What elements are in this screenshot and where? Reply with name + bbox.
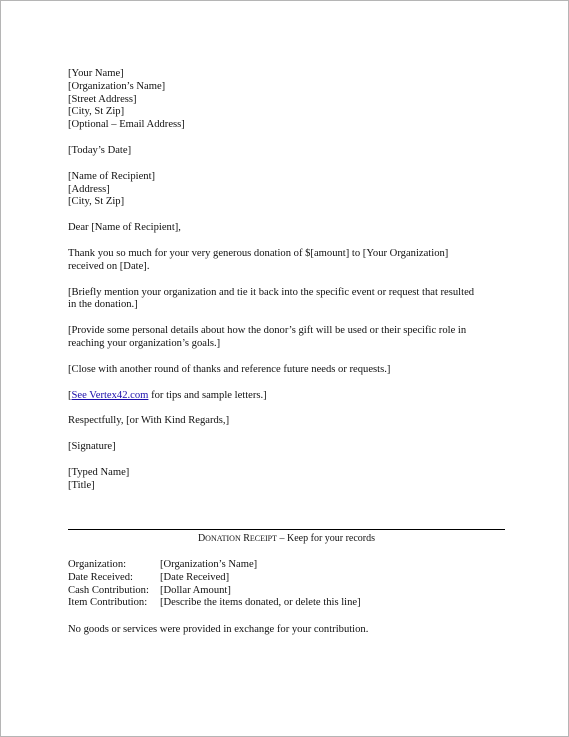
receipt-row: [68, 585, 361, 598]
typed-title: [Title]: [68, 479, 95, 491]
closing: Respectfully, [or With Kind Regards,]: [68, 415, 230, 427]
receipt-value: [Date Received]: [160, 571, 230, 583]
receipt-row: [68, 572, 361, 585]
tips-open-bracket: [: [68, 389, 72, 401]
receipt-title: DONATION RECEIPT – Keep for your records: [197, 533, 376, 544]
signature: [Signature]: [68, 441, 116, 453]
receipt-label: Date Received:: [68, 571, 134, 583]
paragraph-thanks-line1: Thank you so much for your very generous donation of $[amount] to [Your Organization]: [68, 247, 449, 259]
receipt-value: [Describe the items donated, or delete this line]: [160, 597, 361, 609]
receipt-label: Cash Contribution:: [68, 584, 149, 596]
recipient-city: [City, St Zip]: [68, 196, 125, 208]
paragraph-details-line1: [Provide some personal details about how the donor’s gift will be used or their specific role in: [68, 325, 467, 337]
receipt-row: [68, 597, 361, 610]
recipient-name: [Name of Recipient]: [68, 170, 156, 182]
receipt-row: [68, 559, 361, 572]
receipt-label: Item Contribution:: [68, 597, 148, 609]
receipt-divider: [68, 529, 505, 530]
paragraph-details-line2: reaching your organization’s goals.]: [68, 337, 221, 349]
sender-name: [Your Name]: [68, 68, 124, 79]
paragraph-close: [Close with another round of thanks and reference future needs or requests.]: [68, 363, 391, 375]
paragraph-mention-line1: [Briefly mention your organization and tie it back into the specific event or request that resulted: [68, 286, 475, 298]
receipt-details: [68, 559, 361, 610]
receipt-value: [Organization’s Name]: [160, 559, 258, 570]
letter-date: [Today’s Date]: [68, 144, 132, 156]
sender-organization: [Organization’s Name]: [68, 80, 166, 92]
typed-name: [Typed Name]: [68, 466, 130, 478]
paragraph-thanks-line2: received on [Date].: [68, 260, 150, 272]
vertex42-link[interactable]: See Vertex42.com: [71, 389, 149, 401]
receipt-note: No goods or services were provided in exchange for your contribution.: [68, 624, 369, 635]
sender-city: [City, St Zip]: [68, 106, 125, 118]
salutation: Dear [Name of Recipient],: [68, 222, 181, 234]
tips-rest: for tips and sample letters.]: [148, 389, 267, 401]
sender-street: [Street Address]: [68, 93, 137, 105]
receipt-label: Organization:: [68, 559, 127, 570]
sender-email: [Optional – Email Address]: [68, 119, 185, 131]
letter-body: [68, 68, 505, 493]
paragraph-tips: [68, 390, 505, 403]
recipient-address: [Address]: [68, 183, 110, 195]
paragraph-mention-line2: in the donation.]: [68, 299, 138, 311]
receipt-value: [Dollar Amount]: [160, 584, 231, 596]
